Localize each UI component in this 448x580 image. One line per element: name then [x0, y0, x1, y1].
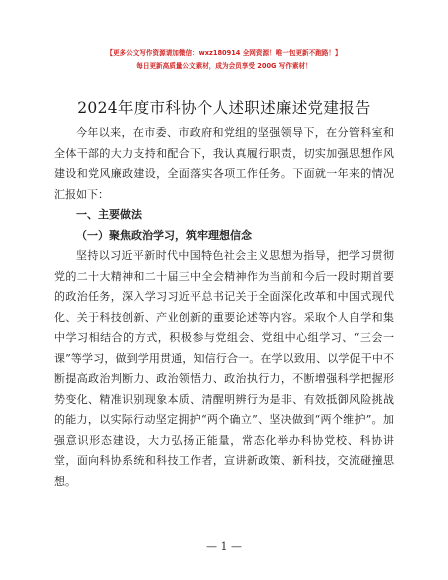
body-paragraph: 坚持以习近平新时代中国特色社会主义思想为指导，把学习贯彻党的二十大精神和二十届三中全会精神作为当前和今后一段时期首要的政治任务，深入学习习近平总书记关于全面深化改革和中国式现代化、关于科技创新、产业创新的重要论述等内容。采取个人自学和集中学习相结合的方式，积极参与党组会、党组中心组学习、“三会一课”等学习，做到学用贯通，知信行合一。在学以致用、以学促干中不断提高政治判断力、政治领悟力、政治执行力，不断增强科学把握形势变化、精准识别现象本质、清醒明辨行为是非、有效抵御风险挑战的能力，以实际行动坚定拥护“两个确立”、坚决做到“两个维护”。加强意识形态建设，大力弘扬正能量，常态化举办科协党校、科协讲堂，面向科协系统和科技工作者，宣讲新政策、新科技，交流碰撞思想。	[54, 249, 394, 488]
document-body	[54, 123, 394, 492]
page-number: — 1 —	[206, 540, 242, 553]
promo-banner-line1: 【更多公文写作资源请加微信：wxz180914 全网资源！唯一包更新不跑路！】	[106, 49, 342, 57]
intro-paragraph: 今年以来，在市委、市政府和党组的坚强领导下，在分管科室和全体干部的大力支持和配合下，我认真履行职责，切实加强思想作风建设和党风廉政建设，全面落实各项工作任务。下面就一年来的情况汇报如下：	[54, 126, 394, 201]
subsection-heading: （一）聚焦政治学习，筑牢理想信念	[76, 228, 252, 242]
section-heading: 一、主要做法	[76, 208, 142, 221]
promo-banner-line2: 每日更新高质量公文素材，成为会员享受 200G 写作素材！	[136, 62, 312, 70]
document-title: 2024年度市科协个人述职述廉述党建报告	[77, 99, 371, 117]
